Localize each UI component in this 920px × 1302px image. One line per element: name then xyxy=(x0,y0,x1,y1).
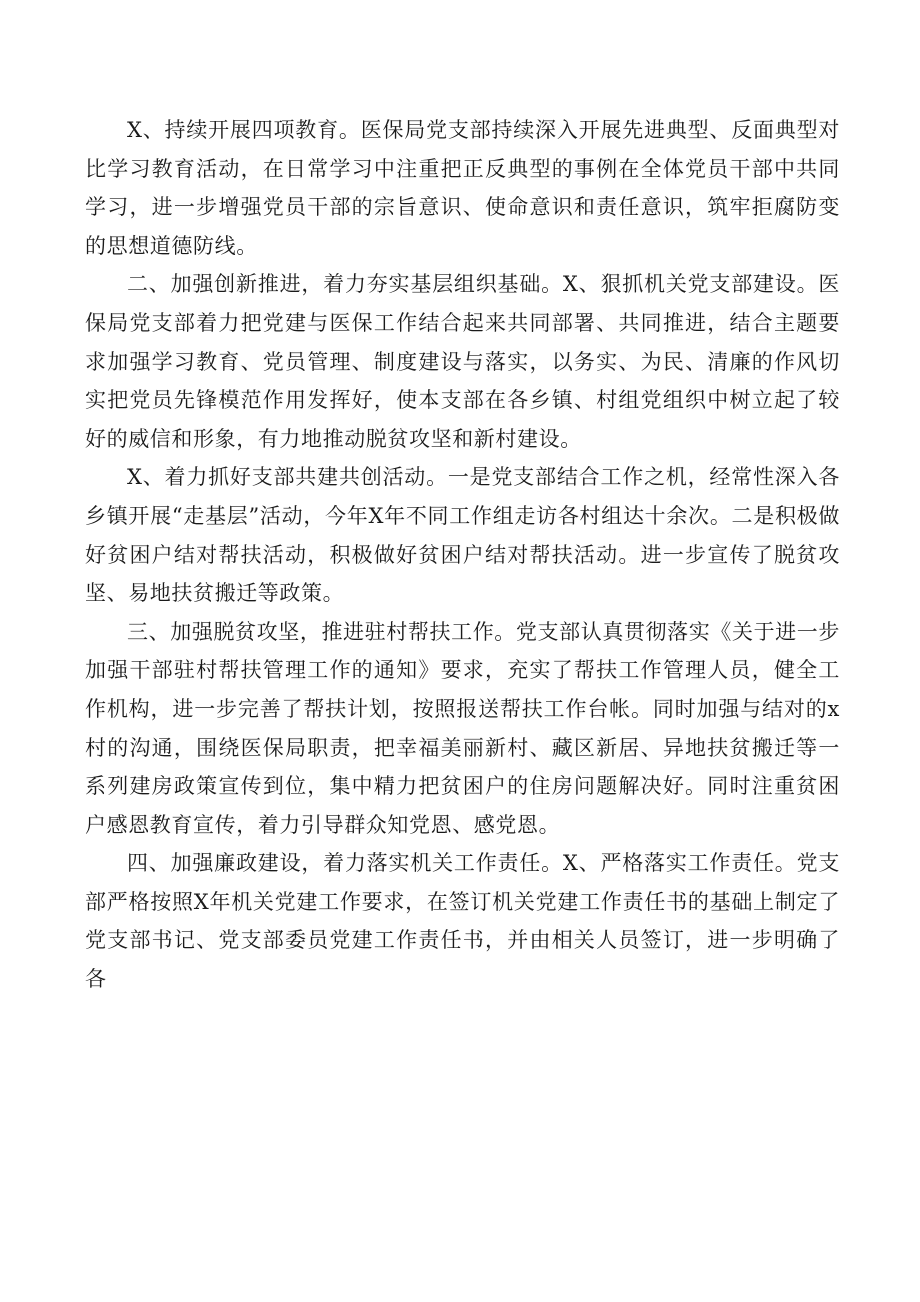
paragraph-innovation: 二、加强创新推进，着力夯实基层组织基础。X、狠抓机关党支部建设。医保局党支部着力把党建与医保工作结合起来共同部署、共同推进，结合主题要求加强学习教育、党员管理、制度建设与落实，以务实、为民、清廉的作风切实把党员先锋模范作用发挥好，使本支部在各乡镇、村组党组织中树立起了较好的威信和形象，有力地推动脱贫攻坚和新村建设。 xyxy=(85,272,840,451)
paragraph-branch-cooperation: X、着力抓好支部共建共创活动。一是党支部结合工作之机，经常性深入各乡镇开展“走基层”活动，今年X年不同工作组走访各村组达十余次。二是积极做好贫困户结对帮扶活动，积极做好贫困户结对帮扶活动。进一步宣传了脱贫攻坚、易地扶贫搬迁等政策。 xyxy=(85,465,840,606)
paragraph-education: X、持续开展四项教育。医保局党支部持续深入开展先进典型、反面典型对比学习教育活动，在日常学习中注重把正反典型的事例在全体党员干部中共同学习，进一步增强党员干部的宗旨意识、使命意识和责任意识，筑牢拒腐防变的思想道德防线。 xyxy=(85,118,840,258)
document-body xyxy=(85,111,840,999)
paragraph-integrity: 四、加强廉政建设，着力落实机关工作责任。X、严格落实工作责任。党支部严格按照X年机关党建工作要求，在签订机关党建工作责任书的基础上制定了党支部书记、党支部委员党建工作责任书，并由相关人员签订，进一步明确了各 xyxy=(85,851,840,992)
paragraph-poverty-alleviation: 三、加强脱贫攻坚，推进驻村帮扶工作。党支部认真贯彻落实《关于进一步加强干部驻村帮扶管理工作的通知》要求，充实了帮扶工作管理人员，健全工作机构，进一步完善了帮扶计划，按照报送帮扶工作台帐。同时加强与结对的x村的沟通，围绕医保局职责，把幸福美丽新村、藏区新居、异地扶贫搬迁等一系列建房政策宣传到位，集中精力把贫困户的住房问题解决好。同时注重贫困户感恩教育宣传，着力引导群众知党恩、感党恩。 xyxy=(85,619,840,837)
